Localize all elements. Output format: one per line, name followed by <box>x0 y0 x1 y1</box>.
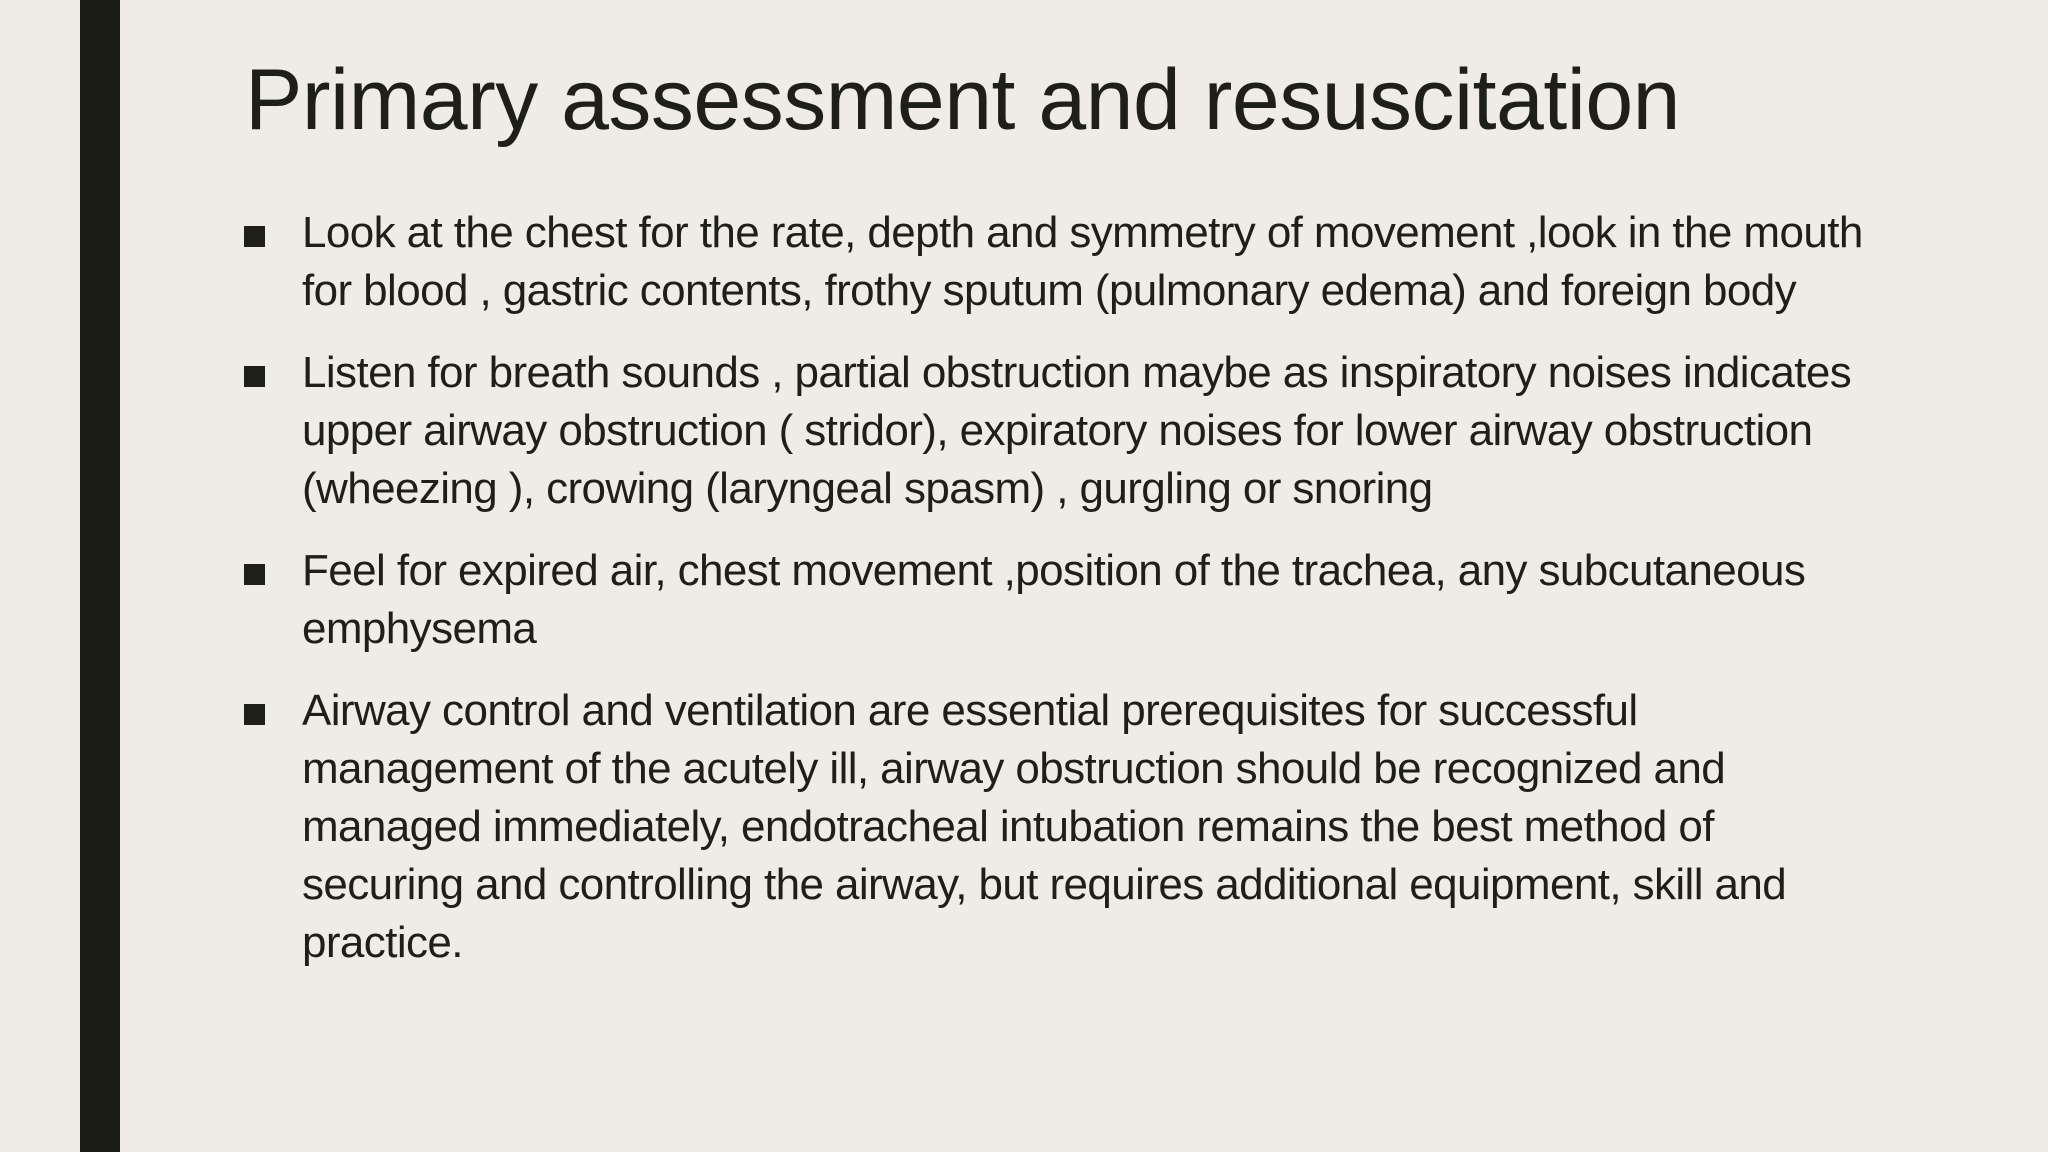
bullet-item <box>240 542 1880 658</box>
bullet-list <box>240 204 1880 996</box>
bullet-text: Airway control and ventilation are essential prerequisites for successful management of the acutely ill, airway obstruction should be recognized and managed immediately, endotracheal intubation remains the best method of securing and controlling the airway, but requires additional equipment, skill and practice. <box>302 686 1787 967</box>
square-bullet-icon <box>244 564 265 585</box>
square-bullet-icon <box>244 704 265 725</box>
bullet-item <box>240 682 1880 972</box>
bullet-text: Look at the chest for the rate, depth and symmetry of movement ,look in the mouth for blood , gastric contents, frothy sputum (pulmonary edema) and foreign body <box>302 208 1863 315</box>
slide-title: Primary assessment and resuscitation <box>245 52 1681 148</box>
bullet-text: Feel for expired air, chest movement ,position of the trachea, any subcutaneous emphysema <box>302 546 1806 653</box>
square-bullet-icon <box>244 226 265 247</box>
accent-side-bar <box>80 0 120 1152</box>
bullet-text: Listen for breath sounds , partial obstruction maybe as inspiratory noises indicates upper airway obstruction ( stridor), expiratory noises for lower airway obstruction (wheezing ), crowing (laryngeal spasm) , gurgling or snoring <box>302 348 1852 513</box>
bullet-item <box>240 344 1880 518</box>
square-bullet-icon <box>244 366 265 387</box>
bullet-item <box>240 204 1880 320</box>
